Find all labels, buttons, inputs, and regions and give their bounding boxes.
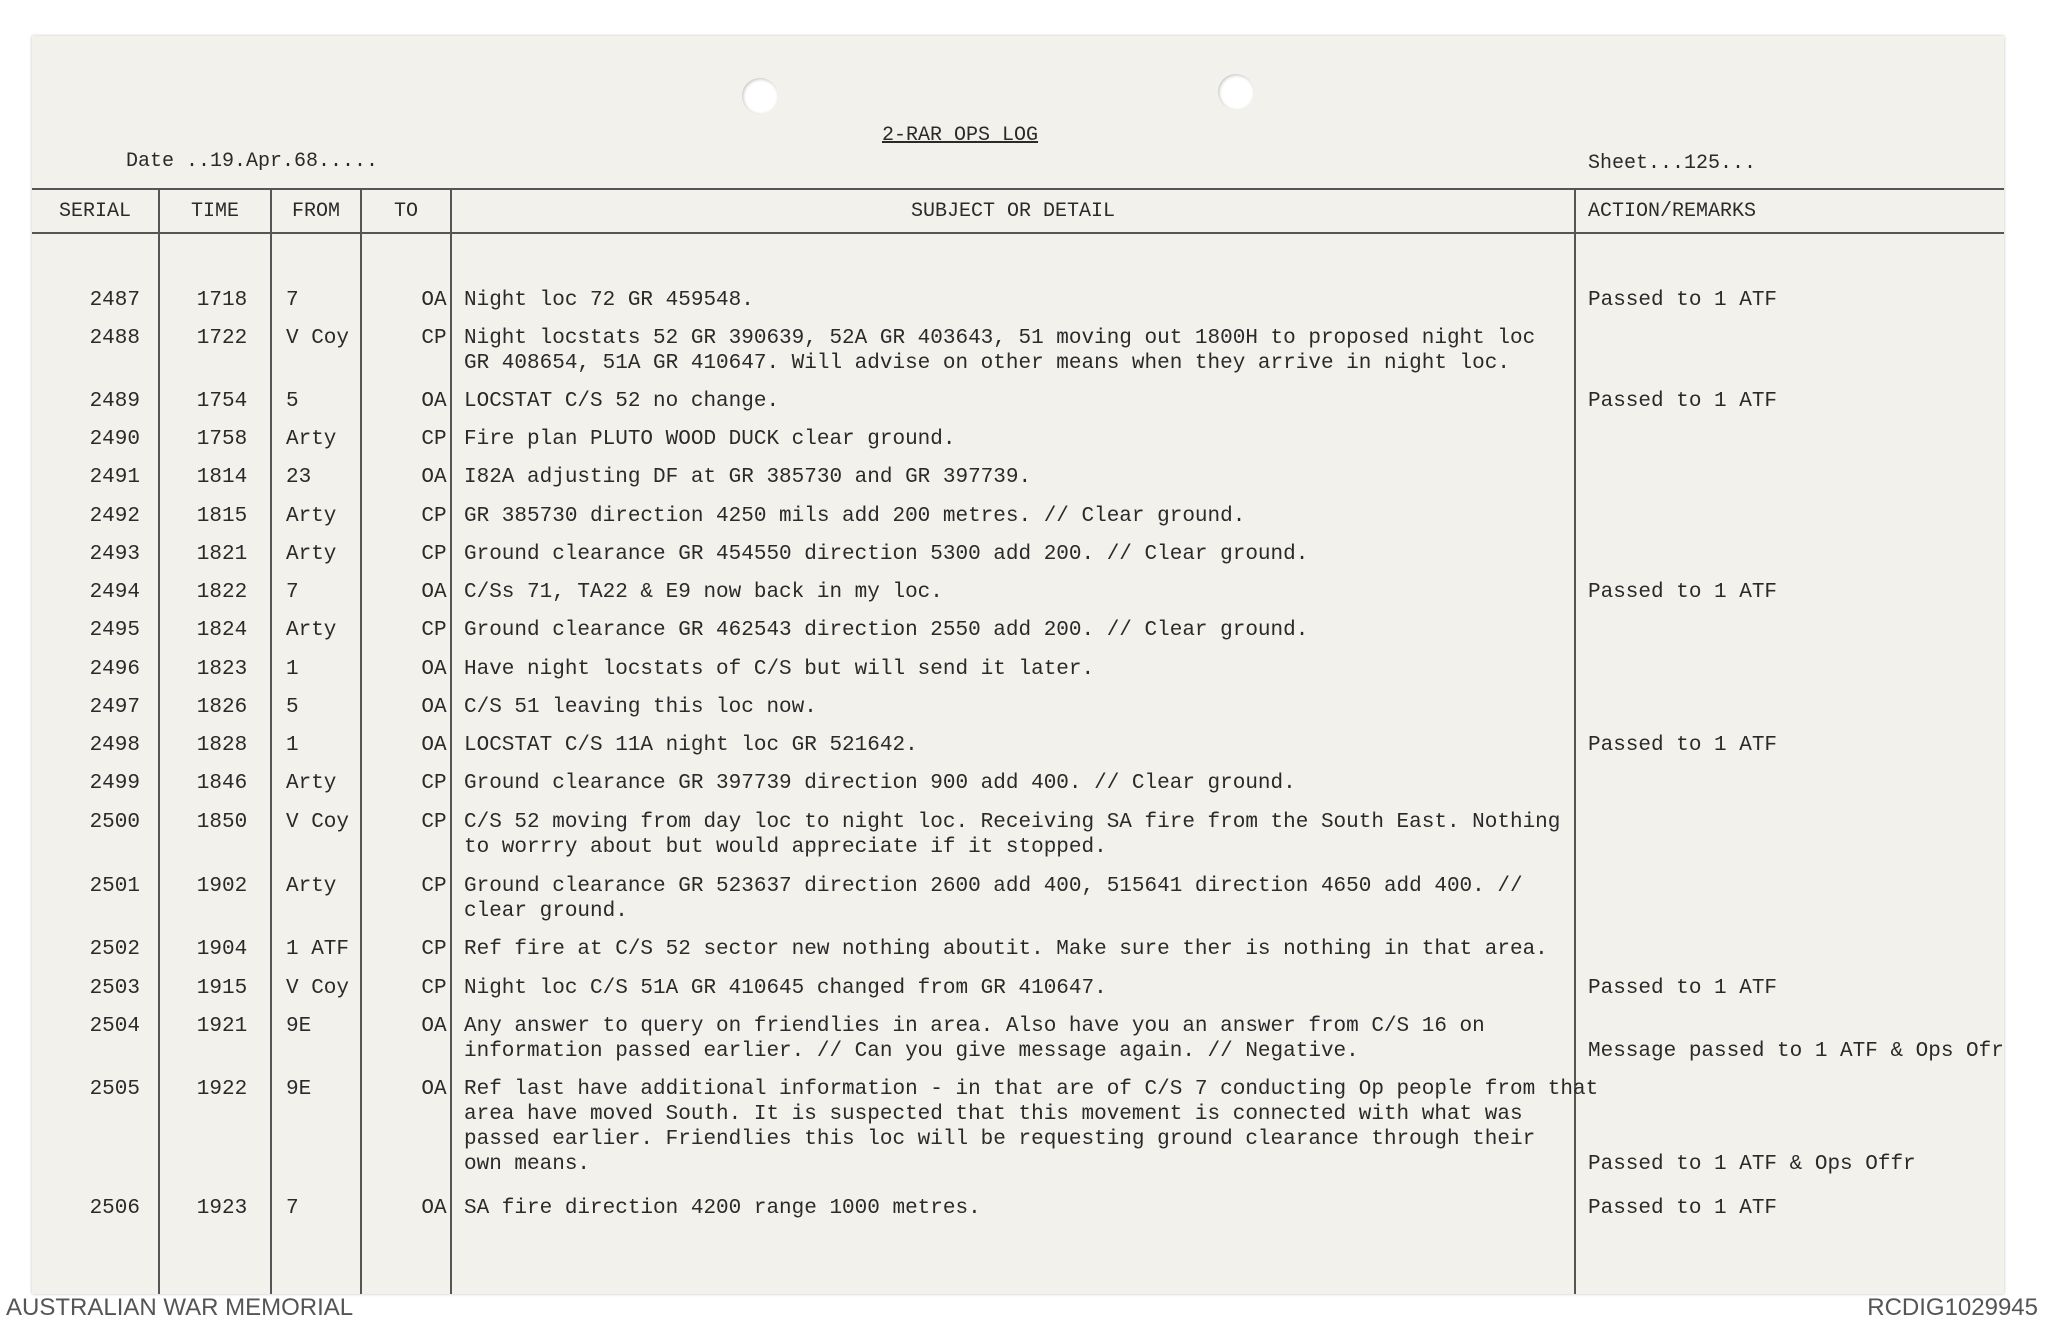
entry-to: CP [421,938,447,961]
entry-from: 7 [286,1197,299,1220]
entry-remarks: Passed to 1 ATF & Ops Offr [1588,1153,1916,1176]
entry-serial: 2506 [89,1197,140,1220]
column-header-to: TO [393,200,418,223]
entry-time: 1824 [196,619,248,642]
entry-to: OA [421,734,447,757]
entry-to: CP [421,977,447,1000]
entry-time: 1923 [196,1197,248,1220]
entry-serial: 2499 [89,772,140,795]
entry-to: CP [421,619,447,642]
entry-to: OA [421,1015,447,1038]
entry-time: 1828 [196,734,248,757]
entry-subject: Fire plan PLUTO WOOD DUCK clear ground. [464,428,956,451]
entry-remarks: Passed to 1 ATF [1588,581,1778,604]
entry-to: CP [421,543,447,566]
entry-time: 1722 [196,327,248,350]
entry-remarks: Passed to 1 ATF [1588,1197,1778,1220]
column-header-time: TIME [190,200,239,223]
entry-time: 1754 [196,390,248,413]
entry-subject: Ref last have additional information - in that are of C/S 7 conducting Op people from that area have moved South. It is suspected that this movement is connected with what was passed earlier. Friendlies this loc will be requesting ground clearance through their own means. [464,1078,1599,1176]
sheet-number: Sheet...125... [1588,152,1757,175]
entry-to: CP [421,811,447,834]
entry-subject: Night loc C/S 51A GR 410645 changed from GR 410647. [464,977,1107,1000]
entry-serial: 2494 [89,581,140,604]
entry-from: 1 [286,734,299,757]
punch-hole-right [1218,74,1254,110]
entry-time: 1718 [196,289,248,312]
column-header-remarks: ACTION/REMARKS [1588,200,1757,223]
header-bottom-rule [32,232,2004,234]
entry-time: 1821 [196,543,248,566]
entry-remarks: Passed to 1 ATF [1588,734,1778,757]
entry-subject: C/S 51 leaving this loc now. [464,696,817,719]
entry-time: 1815 [196,505,248,528]
entry-from: Arty [286,875,337,898]
entry-from: Arty [286,772,337,795]
entry-from: 7 [286,289,299,312]
entry-subject: Any answer to query on friendlies in area. Also have you an answer from C/S 16 on information passed earlier. // Can you give message again. // Negative. [464,1015,1485,1063]
entry-remarks: Passed to 1 ATF [1588,390,1778,413]
entry-subject: GR 385730 direction 4250 mils add 200 metres. // Clear ground. [464,505,1246,528]
entry-time: 1758 [196,428,248,451]
entry-subject: Ground clearance GR 462543 direction 2550 add 200. // Clear ground. [464,619,1309,642]
entry-to: CP [421,428,447,451]
entry-from: V Coy [286,327,350,350]
entry-to: OA [421,289,447,312]
punch-hole-left [742,78,778,114]
column-divider [158,190,160,1294]
entry-time: 1814 [196,466,248,489]
entry-serial: 2490 [89,428,140,451]
entry-to: CP [421,505,447,528]
entry-time: 1922 [196,1078,248,1101]
entry-remarks: Passed to 1 ATF [1588,289,1778,312]
entry-serial: 2503 [89,977,140,1000]
entry-subject: SA fire direction 4200 range 1000 metres. [464,1197,981,1220]
entry-time: 1850 [196,811,248,834]
entry-subject: Ground clearance GR 397739 direction 900 add 400. // Clear ground. [464,772,1296,795]
entry-serial: 2487 [89,289,140,312]
entry-serial: 2500 [89,811,140,834]
entry-from: V Coy [286,811,350,834]
entry-time: 1915 [196,977,248,1000]
entry-from: 5 [286,696,299,719]
entry-time: 1846 [196,772,248,795]
entry-serial: 2491 [89,466,140,489]
entry-time: 1826 [196,696,248,719]
entry-serial: 2493 [89,543,140,566]
entry-time: 1823 [196,658,248,681]
entry-subject: LOCSTAT C/S 11A night loc GR 521642. [464,734,918,757]
column-header-from: FROM [291,200,340,223]
entry-remarks: Passed to 1 ATF [1588,977,1778,1000]
entry-from: 9E [286,1015,312,1038]
entry-time: 1902 [196,875,248,898]
entry-to: OA [421,466,447,489]
entry-from: Arty [286,543,337,566]
entry-serial: 2504 [89,1015,140,1038]
entry-time: 1822 [196,581,248,604]
column-header-subject: SUBJECT OR DETAIL [910,200,1116,223]
entry-subject: Night loc 72 GR 459548. [464,289,754,312]
entry-subject: LOCSTAT C/S 52 no change. [464,390,780,413]
entry-serial: 2492 [89,505,140,528]
entry-from: Arty [286,428,337,451]
entry-subject: C/Ss 71, TA22 & E9 now back in my loc. [464,581,943,604]
log-sheet [32,36,2004,1294]
column-header-serial: SERIAL [58,200,131,223]
entry-subject: I82A adjusting DF at GR 385730 and GR 397739. [464,466,1032,489]
entry-from: 5 [286,390,299,413]
log-date: Date ..19.Apr.68..... [126,150,379,173]
entry-to: OA [421,581,447,604]
entry-from: 1 [286,658,299,681]
entry-to: CP [421,327,447,350]
entry-subject: Night locstats 52 GR 390639, 52A GR 403643, 51 moving out 1800H to proposed night loc GR 408654, 51A GR 410647. Will advise on other means when they arrive in night loc. [464,327,1536,375]
entry-to: OA [421,1078,447,1101]
entry-time: 1921 [196,1015,248,1038]
entry-from: V Coy [286,977,350,1000]
entry-subject: C/S 52 moving from day loc to night loc. Receiving SA fire from the South East. Nothing to worrry about but would appreciate if it stopped. [464,811,1561,859]
entry-from: 7 [286,581,299,604]
entry-from: Arty [286,505,337,528]
entry-serial: 2497 [89,696,140,719]
entry-serial: 2498 [89,734,140,757]
entry-subject: Ground clearance GR 454550 direction 5300 add 200. // Clear ground. [464,543,1309,566]
entry-to: OA [421,390,447,413]
entry-to: OA [421,658,447,681]
entry-to: OA [421,696,447,719]
entry-remarks: Message passed to 1 ATF & Ops Ofr [1588,1040,2004,1063]
entry-from: 1 ATF [286,938,350,961]
entry-serial: 2505 [89,1078,140,1101]
entry-serial: 2501 [89,875,140,898]
header-top-rule [32,188,2004,190]
entry-time: 1904 [196,938,248,961]
log-title: 2-RAR OPS LOG [882,124,1039,147]
entry-serial: 2488 [89,327,140,350]
entry-subject: Ground clearance GR 523637 direction 2600 add 400, 515641 direction 4650 add 400. // clear ground. [464,875,1523,923]
entry-to: CP [421,772,447,795]
entry-from: Arty [286,619,337,642]
entry-subject: Have night locstats of C/S but will send it later. [464,658,1095,681]
entry-to: OA [421,1197,447,1220]
entry-subject: Ref fire at C/S 52 sector new nothing aboutit. Make sure ther is nothing in that area. [464,938,1548,961]
entry-serial: 2502 [89,938,140,961]
footer-id: RCDIG1029945 [1867,1294,2038,1321]
footer-credit: AUSTRALIAN WAR MEMORIAL [6,1294,354,1321]
entry-serial: 2495 [89,619,140,642]
entry-from: 23 [286,466,312,489]
entry-to: CP [421,875,447,898]
entry-serial: 2496 [89,658,140,681]
entry-serial: 2489 [89,390,140,413]
entry-from: 9E [286,1078,312,1101]
